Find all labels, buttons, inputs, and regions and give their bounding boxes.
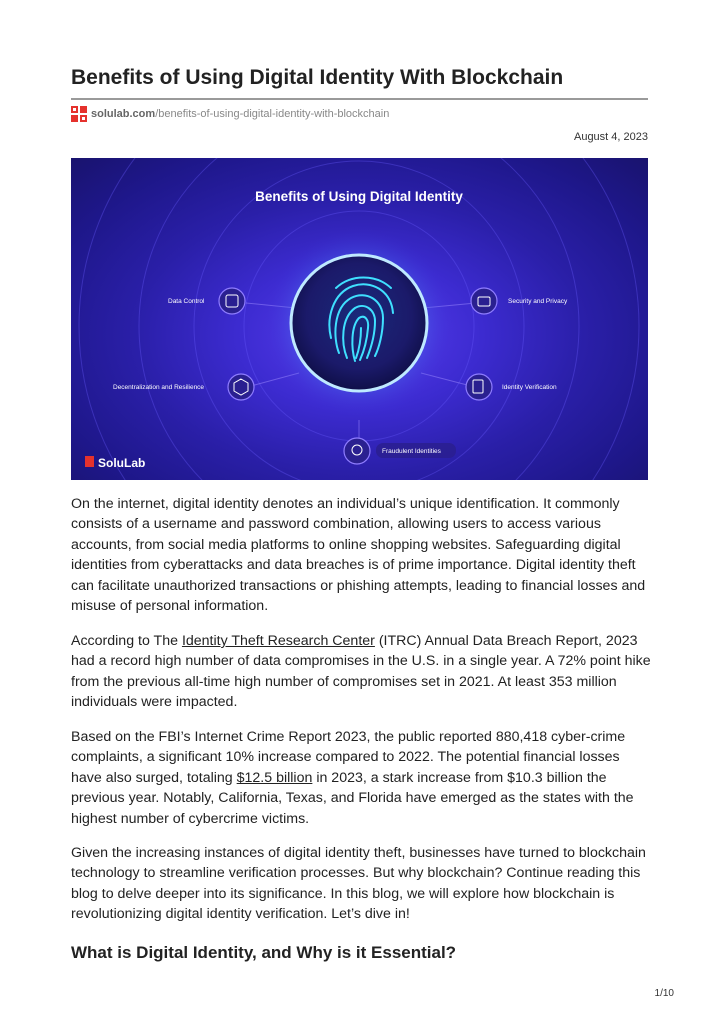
center-disc — [291, 255, 427, 391]
data-control-icon — [219, 288, 245, 314]
identity-verification-icon — [466, 374, 492, 400]
paragraph-itrc — [71, 631, 651, 713]
fraudulent-identities-icon — [344, 438, 370, 464]
hero-illustration — [71, 158, 648, 480]
source-line — [71, 106, 389, 122]
label-data-control: Data Control — [168, 298, 205, 305]
section-heading: What is Digital Identity, and Why is it Essential? — [71, 943, 457, 962]
solulab-brand-icon — [85, 456, 94, 467]
source-domain[interactable]: solulab.com — [91, 108, 156, 120]
paragraph-blockchain: Given the increasing instances of digital identity theft, businesses have turned to blockchain technology to streamline verification processes. But why blockchain? Continue reading this blog to delve deeper into its significance. In this blog, we will explore how blockchain is revolutionizing digital identity verification. Let’s dive in! — [71, 845, 646, 923]
title-divider — [71, 98, 648, 100]
source-path[interactable]: /benefits-of-using-digital-identity-with-blockchain — [155, 108, 390, 120]
paragraph-fbi — [71, 727, 651, 829]
p3-text-start: Based on the FBI’s Internet Crime Report 2023, the public reported 880,418 cyber-crime complaints, a significant 10% increase compared to 2022. The potential financial losses have also surged, totaling — [71, 729, 626, 786]
security-privacy-icon — [471, 288, 497, 314]
page-title: Benefits of Using Digital Identity With Blockchain — [71, 66, 564, 89]
hero-brand: SoluLab — [98, 456, 146, 470]
label-security-privacy: Security and Privacy — [508, 298, 568, 305]
p3-text-end: in 2023, a stark increase from $10.3 billion the previous year. Notably, California, Texas, and Florida have emerged as the states with the highest number of cybercrime victims. — [71, 769, 634, 827]
label-fraudulent-identities: Fraudulent Identities — [382, 448, 441, 455]
label-identity-verification: Identity Verification — [502, 384, 557, 391]
p2-text-end: (ITRC) Annual Data Breach Report, 2023 had a record high number of data compromises in the U.S. in a single year. A 72% point hike from the previous all-time high number of compromises set in 2021. At least 353 million individuals were impacted. — [71, 633, 651, 711]
decentralization-icon — [228, 374, 254, 400]
page-number: 1/10 — [654, 988, 674, 999]
itrc-link[interactable]: Identity Theft Research Center — [181, 633, 375, 649]
label-decentralization: Decentralization and Resilience — [113, 384, 205, 391]
publish-date: August 4, 2023 — [573, 131, 648, 143]
losses-link[interactable]: $12.5 billion — [236, 769, 313, 786]
solulab-logo-icon — [71, 106, 87, 122]
p2-text-start: According to The — [71, 633, 182, 649]
hero-title: Benefits of Using Digital Identity — [255, 189, 463, 204]
hero-image — [71, 158, 648, 480]
paragraph-intro: On the internet, digital identity denotes an individual’s unique identification. It commonly consists of a username and password combination, allowing users to access various accounts, from social media platforms to online shopping websites. Safeguarding digital identities from cyberattacks and data breaches is of prime importance. Digital identity theft can facilitate unauthorized transactions or phishing attempts, leading to financial losses and misuse of personal information. — [71, 496, 646, 615]
